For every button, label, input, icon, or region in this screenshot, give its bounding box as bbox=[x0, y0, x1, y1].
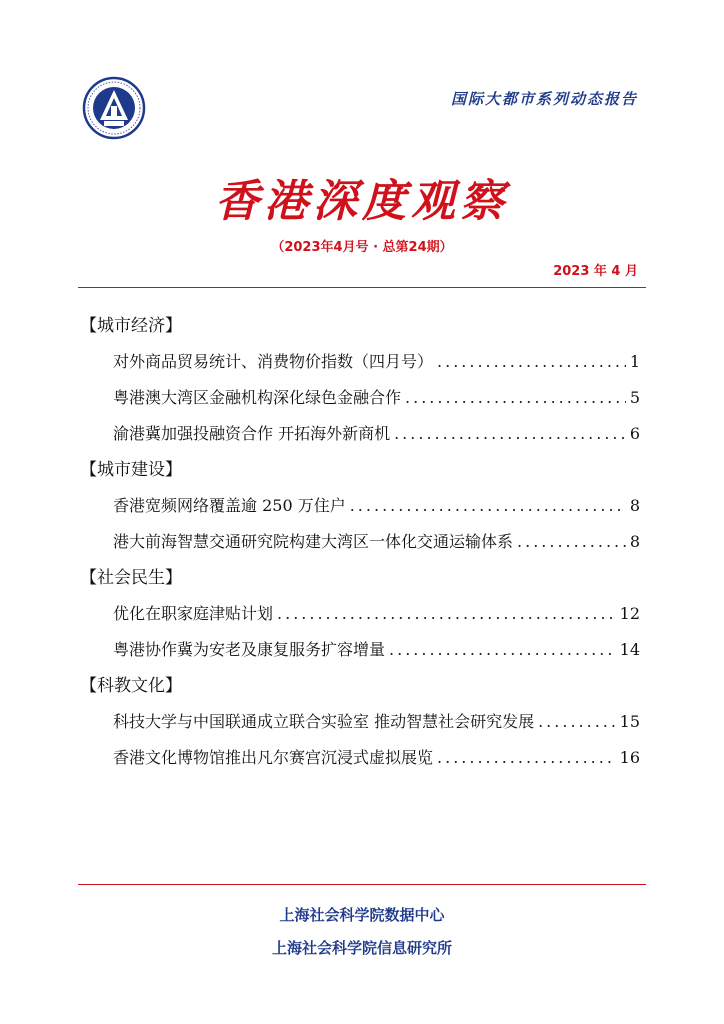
leader-dots bbox=[394, 416, 626, 452]
toc-entry[interactable] bbox=[80, 416, 640, 452]
leader-dots bbox=[405, 380, 626, 416]
publisher-line-1: 上海社会科学院数据中心 bbox=[279, 906, 445, 924]
toc-entry[interactable] bbox=[80, 704, 640, 740]
toc-entry-title: 香港宽频网络覆盖逾 250 万住户 bbox=[113, 496, 346, 515]
toc-entry[interactable] bbox=[80, 488, 640, 524]
leader-dots bbox=[437, 740, 616, 776]
toc-entry-title: 粤港协作冀为安老及康复服务扩容增量 bbox=[113, 640, 386, 659]
series-title: 国际大都市系列动态报告 bbox=[450, 90, 638, 108]
toc-entry[interactable] bbox=[80, 344, 640, 380]
publisher-line-2: 上海社会科学院信息研究所 bbox=[271, 939, 452, 957]
toc-entry-page: 1 bbox=[629, 352, 640, 371]
bottom-divider bbox=[78, 884, 646, 885]
top-divider bbox=[78, 287, 646, 288]
toc-entry-page: 15 bbox=[619, 712, 640, 731]
table-of-contents bbox=[80, 308, 640, 776]
toc-entry-page: 5 bbox=[629, 388, 640, 407]
leader-dots bbox=[277, 596, 616, 632]
toc-entry[interactable] bbox=[80, 596, 640, 632]
toc-entry[interactable] bbox=[80, 524, 640, 560]
toc-entry[interactable] bbox=[80, 740, 640, 776]
toc-entry-page: 8 bbox=[629, 496, 640, 515]
toc-entry-title: 粤港澳大湾区金融机构深化绿色金融合作 bbox=[113, 388, 402, 407]
toc-entry-title: 科技大学与中国联通成立联合实验室 推动智慧社会研究发展 bbox=[113, 712, 535, 731]
toc-entry-title: 优化在职家庭津贴计划 bbox=[113, 604, 274, 623]
toc-entry-title: 港大前海智慧交通研究院构建大湾区一体化交通运输体系 bbox=[113, 532, 514, 551]
toc-entry-page: 8 bbox=[629, 532, 640, 551]
toc-entry-title: 对外商品贸易统计、消费物价指数（四月号） bbox=[113, 352, 434, 371]
toc-section-heading: 【城市建设】 bbox=[80, 460, 182, 480]
toc-section-heading: 【科教文化】 bbox=[80, 676, 182, 696]
toc-entry-page: 12 bbox=[619, 604, 640, 623]
issue-info: （2023年4月号 · 总第24期） bbox=[271, 240, 453, 255]
publication-date: 2023 年 4 月 bbox=[553, 264, 638, 279]
toc-section-heading: 【城市经济】 bbox=[80, 316, 182, 336]
toc-entry-title: 渝港冀加强投融资合作 开拓海外新商机 bbox=[113, 424, 391, 443]
institution-seal-icon bbox=[82, 76, 146, 140]
toc-section-heading: 【社会民生】 bbox=[80, 568, 182, 588]
page-title: 香港深度观察 bbox=[215, 176, 509, 227]
toc-entry-page: 14 bbox=[619, 640, 640, 659]
leader-dots bbox=[437, 344, 626, 380]
toc-entry[interactable] bbox=[80, 632, 640, 668]
toc-entry-title: 香港文化博物馆推出凡尔赛宫沉浸式虚拟展览 bbox=[113, 748, 434, 767]
toc-entry[interactable] bbox=[80, 380, 640, 416]
leader-dots bbox=[517, 524, 626, 560]
toc-entry-page: 6 bbox=[629, 424, 640, 443]
leader-dots bbox=[350, 488, 626, 524]
leader-dots bbox=[538, 704, 616, 740]
toc-entry-page: 16 bbox=[619, 748, 640, 767]
leader-dots bbox=[389, 632, 616, 668]
